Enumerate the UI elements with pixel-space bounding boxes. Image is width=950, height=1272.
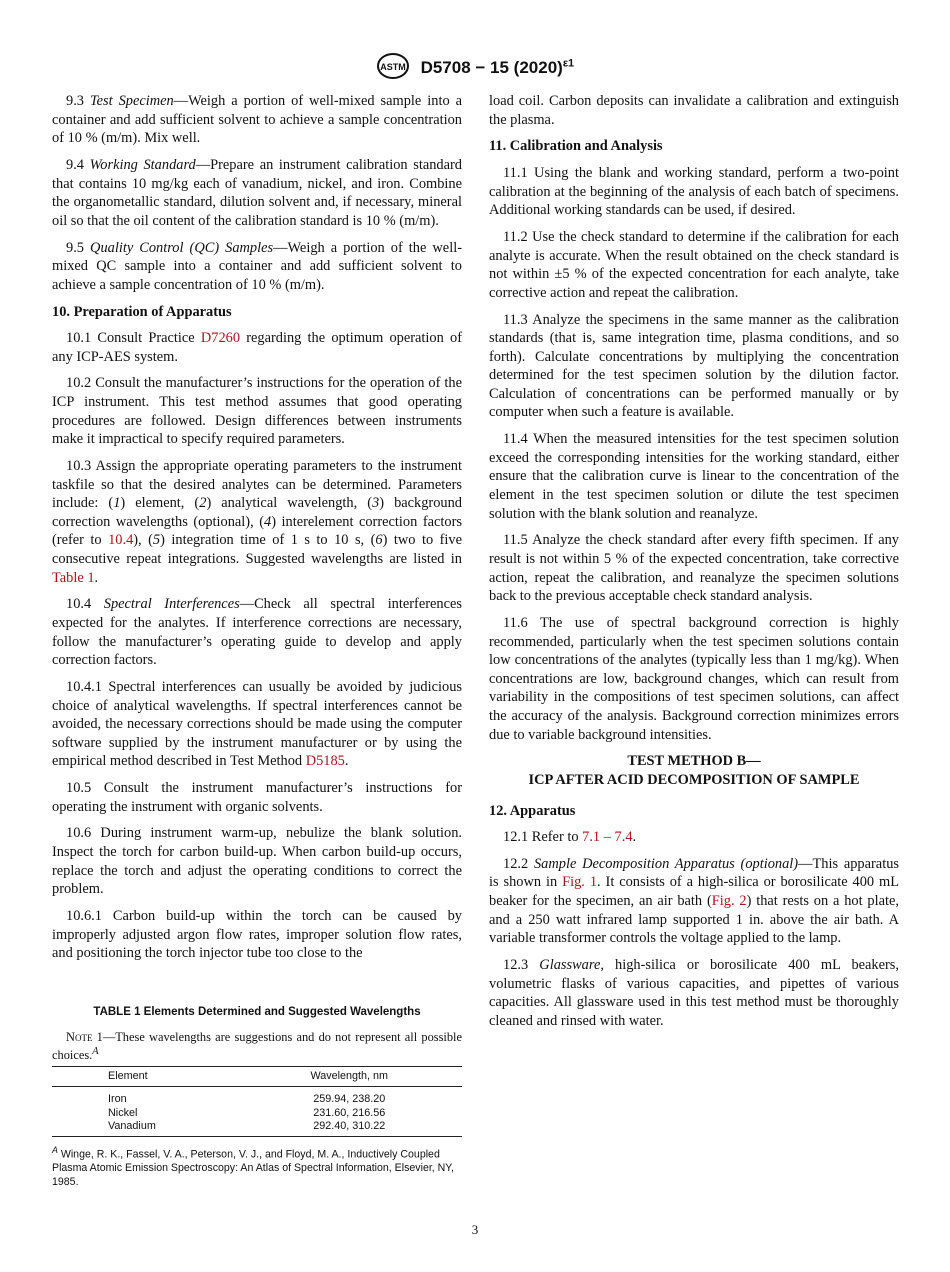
paragraph-12-1: 12.1 Refer to 7.1 – 7.4.: [503, 829, 637, 846]
paragraph-9-5: 9.5 Quality Control (QC) Samples—Weigh a portion of the well-mixed QC sample into a container and add sufficient solvent to achieve a sample concentration of 10 % (m/m).: [52, 239, 462, 293]
section-heading-10: 10. Preparation of Apparatus: [52, 303, 232, 320]
section-heading-12: 12. Apparatus: [489, 802, 576, 819]
paragraph-11-1: 11.1 Using the blank and working standard, perform a two-point calibration at the beginning of the analysis of each batch of specimens. Additional working standards can be used, if desired.: [489, 164, 899, 219]
cell-wavelength: 292.40, 310.22: [237, 1120, 463, 1136]
paragraph-10-6: 10.6 During instrument warm-up, nebulize the blank solution. Inspect the torch for carbon build-up. When carbon build-up occurs, replace the torch and adjust the operating conditions to correct the problem.: [52, 825, 462, 898]
link-fig-2[interactable]: Fig. 2: [711, 893, 747, 910]
paragraph-10-1: 10.1 Consult Practice D7260 regarding the optimum operation of any ICP-AES system.: [52, 330, 462, 365]
table-title: TABLE 1 Elements Determined and Suggested Wavelengths: [93, 1006, 421, 1018]
column-header-element: Element: [52, 1067, 237, 1087]
link-d7260[interactable]: D7260: [200, 330, 241, 347]
paragraph-11-2: 11.2 Use the check standard to determine if the calibration for each analyte is accurate. When the result obtained on the check standard is not within ±5 % of the expected concentration for each analyte, take corrective action and repeat the calibration.: [489, 228, 899, 301]
astm-logo-icon: [376, 52, 410, 85]
page-header: [0, 52, 950, 85]
column-header-wavelength: Wavelength, nm: [237, 1067, 463, 1087]
cell-element: Iron: [108, 1093, 127, 1106]
cell-wavelength: 259.94, 238.20: [313, 1093, 386, 1106]
method-b-heading: TEST METHOD B— ICP AFTER ACID DECOMPOSITION OF SAMPLE: [528, 753, 860, 788]
link-table-1[interactable]: Table 1: [52, 569, 95, 586]
cell-element: Vanadium: [52, 1120, 237, 1136]
paragraph-12-2: 12.2 Sample Decomposition Apparatus (optional)—This apparatus is shown in Fig. 1. It consists of a high-silica or borosilicate 400 mL beaker for the specimen, an air bath (Fig. 2) that rests on a hot plate, and a 250 watt infrared lamp supported 1 in. above the air bath. A variable transformer controls the voltage applied to the lamp.: [489, 855, 899, 947]
right-column: [489, 92, 899, 1039]
table-1: [52, 1006, 462, 1189]
paragraph-11-5: 11.5 Analyze the check standard after every fifth specimen. If any result is not within 5 % of the expected concentration, take corrective action, repeat the calibration, and reanalyze the specimen solutions back to the previous acceptable check standard analysis.: [489, 532, 899, 605]
document-id: D5708 − 15 (2020): [420, 57, 563, 77]
svg-text:ASTM: ASTM: [380, 62, 406, 72]
paragraph-9-4: 9.4 Working Standard—Prepare an instrument calibration standard that contains 10 mg/kg each of vanadium, nickel, and iron. Combine the organometallic standard, dilution solvent and, if necessary, mineral oil so that the oil content of the calibration standard is 10 % (m/m).: [52, 156, 462, 229]
cell-wavelength: 231.60, 216.56: [313, 1106, 386, 1119]
link-section-10-4[interactable]: 10.4: [108, 532, 134, 549]
paragraph-10-5: 10.5 Consult the instrument manufacturer’s instructions for operating the instrument with organic solvents.: [52, 780, 462, 815]
paragraph-11-3: 11.3 Analyze the specimens in the same manner as the calibration standards (that is, same integration time, plasma conditions, and so forth). Calculate concentrations by multiplying the concentration determined for the test specimen solution by the dilution factor. Calculation of concentrations can be performed manually or by computer when such a feature is available.: [489, 311, 899, 421]
section-heading-11: 11. Calibration and Analysis: [489, 138, 663, 155]
paragraph-10-3: 10.3 Assign the appropriate operating parameters to the instrument taskfile so that the desired analytes can be determined. Parameters include: (1) element, (2) analytical wavelength, (3) background correction wavelengths (optional), (4) interelement correction factors (refer to 10.4), (5) integration time of 1 s to 10 s, (6) two to five consecutive repeat integrations. Suggested wavelengths are listed in Table 1.: [52, 458, 463, 586]
paragraph-10-4: 10.4 Spectral Interferences—Check all spectral interferences expected for the analytes. If interference corrections are necessary, follow the manufacturer’s operating guide to develop and apply correction factors.: [52, 596, 462, 669]
link-d5185[interactable]: D5185: [305, 753, 345, 770]
table-row: [52, 1107, 462, 1121]
table-footnote: $^A$ Winge, R. K., Fassel, V. A., Peterson, V. J., and Floyd, M. A., Inductively Coupled Plasma Atomic Emission Spectroscopy: An Atlas of Spectral Information, Elsevier, NY, 1985.: [52, 1144, 454, 1189]
table-row: [52, 1120, 462, 1136]
page-number: 3: [471, 1222, 479, 1237]
paragraph-10-2: 10.2 Consult the manufacturer’s instructions for the operation of the ICP instrument. This test method assumes that good operating procedures are followed. Design differences between instruments make it impractical to specify required parameters.: [52, 375, 462, 448]
document-superscript: ε1: [562, 57, 575, 70]
cell-element: Nickel: [108, 1106, 138, 1119]
paragraph-11-6: 11.6 The use of spectral background correction is highly recommended, particularly when the test specimen solutions contain low concentrations of the analytes (typically less than 1 mg/kg). When concentrations are low, background changes, which can result from variability in the compositions of test specimen solutions, can affect the accuracy of the analysis. Background correction minimizes errors due to variable background intensities.: [489, 614, 899, 743]
paragraph-9-3: 9.3 Test Specimen—Weigh a portion of well-mixed sample into a container and add sufficient solvent to achieve a sample concentration of 10 % (m/m). Mix well.: [52, 93, 462, 147]
paragraph-10-4-1: 10.4.1 Spectral interferences can usually be avoided by judicious choice of analytical wavelengths. If spectral interferences cannot be avoided, the necessary corrections should be made using the computer software supplied by the instrument manufacturer or by using the empirical method described in Test Method D5185.: [52, 678, 462, 770]
paragraph-12-3: 12.3 Glassware, high-silica or borosilicate 400 mL beakers, volumetric flasks of various capacities, and pipettes of various capacities. All glassware used in this test method must be thoroughly cleaned and rinsed with water.: [489, 957, 899, 1029]
link-sections-7-1-7-4[interactable]: 7.1 – 7.4: [582, 829, 633, 846]
paragraph-continuation: load coil. Carbon deposits can invalidate a calibration and extinguish the plasma.: [489, 93, 899, 128]
paragraph-11-4: 11.4 When the measured intensities for the test specimen solution exceed the corresponding intensities for the working standard, either ensure that the calibration curve is linear to the concentration of the element in the test specimen solution or dilute the test specimen solution with the blank solution and reanalyze.: [489, 431, 899, 522]
left-column: [52, 92, 462, 971]
table-row: [52, 1087, 462, 1107]
paragraph-10-6-1: 10.6.1 Carbon build-up within the torch can be caused by improperly adjusted argon flow rates, improper solution flow rates, and positioning the torch injector tube too close to the: [52, 908, 462, 962]
table-note: Note 1—These wavelengths are suggestions and do not represent all possible choices.$^A$: [52, 1030, 462, 1062]
wavelength-table: [52, 1066, 462, 1137]
link-fig-1[interactable]: Fig. 1: [562, 874, 598, 891]
